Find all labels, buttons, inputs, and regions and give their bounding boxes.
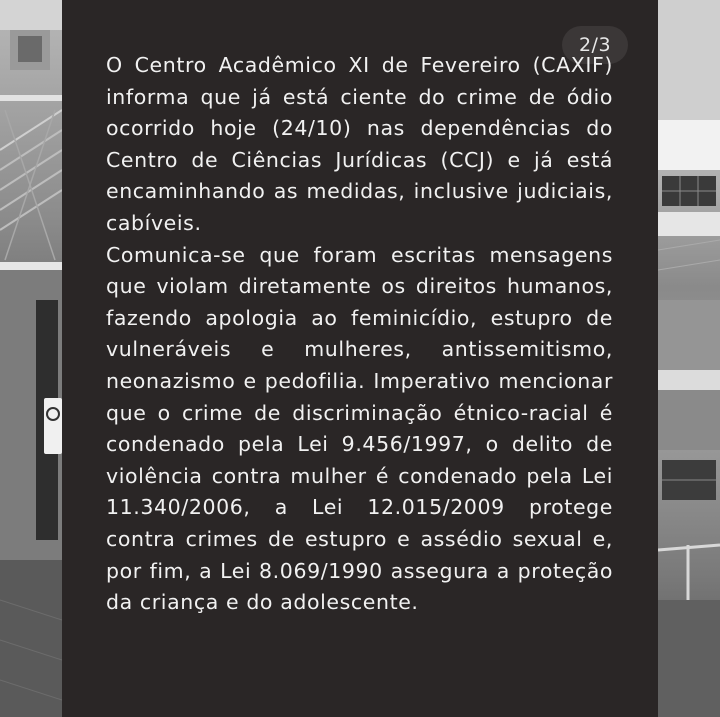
paragraph-details: Comunica-se que foram escritas mensagens que violam diretamente os direitos humanos, fazendo apologia ao feminicídio, estupro de vulneráveis e mulheres, antissemitismo, neonazismo e pedofilia. Imperativo mencionar que o crime de discriminação étnico-racial é condenado pela Lei 9.456/1997, o delito de violência contra mulher é condenado pela Lei 11.340/2006, a Lei 12.015/2009 protege contra crimes de estupro e assédio sexual e, por fim, a Lei 8.069/1990 assegura a proteção da criança e do adolescente. [106,242,613,615]
paragraph-intro: O Centro Acadêmico XI de Fevereiro (CAXIF) informa que já está ciente do crime de ódio ocorrido hoje (24/10) nas dependências do Centro de Ciências Jurídicas (CCJ) e já está encaminhando as medidas, inclusive judiciais, cabíveis. [106,53,613,235]
announcement-text [106,50,613,619]
building-left-shapes [0,0,62,717]
building-right-shapes [658,0,720,717]
background-building-right [658,0,720,717]
background-building-left [0,0,62,717]
text-panel [62,0,658,717]
slide-counter: 2/3 [562,26,628,64]
